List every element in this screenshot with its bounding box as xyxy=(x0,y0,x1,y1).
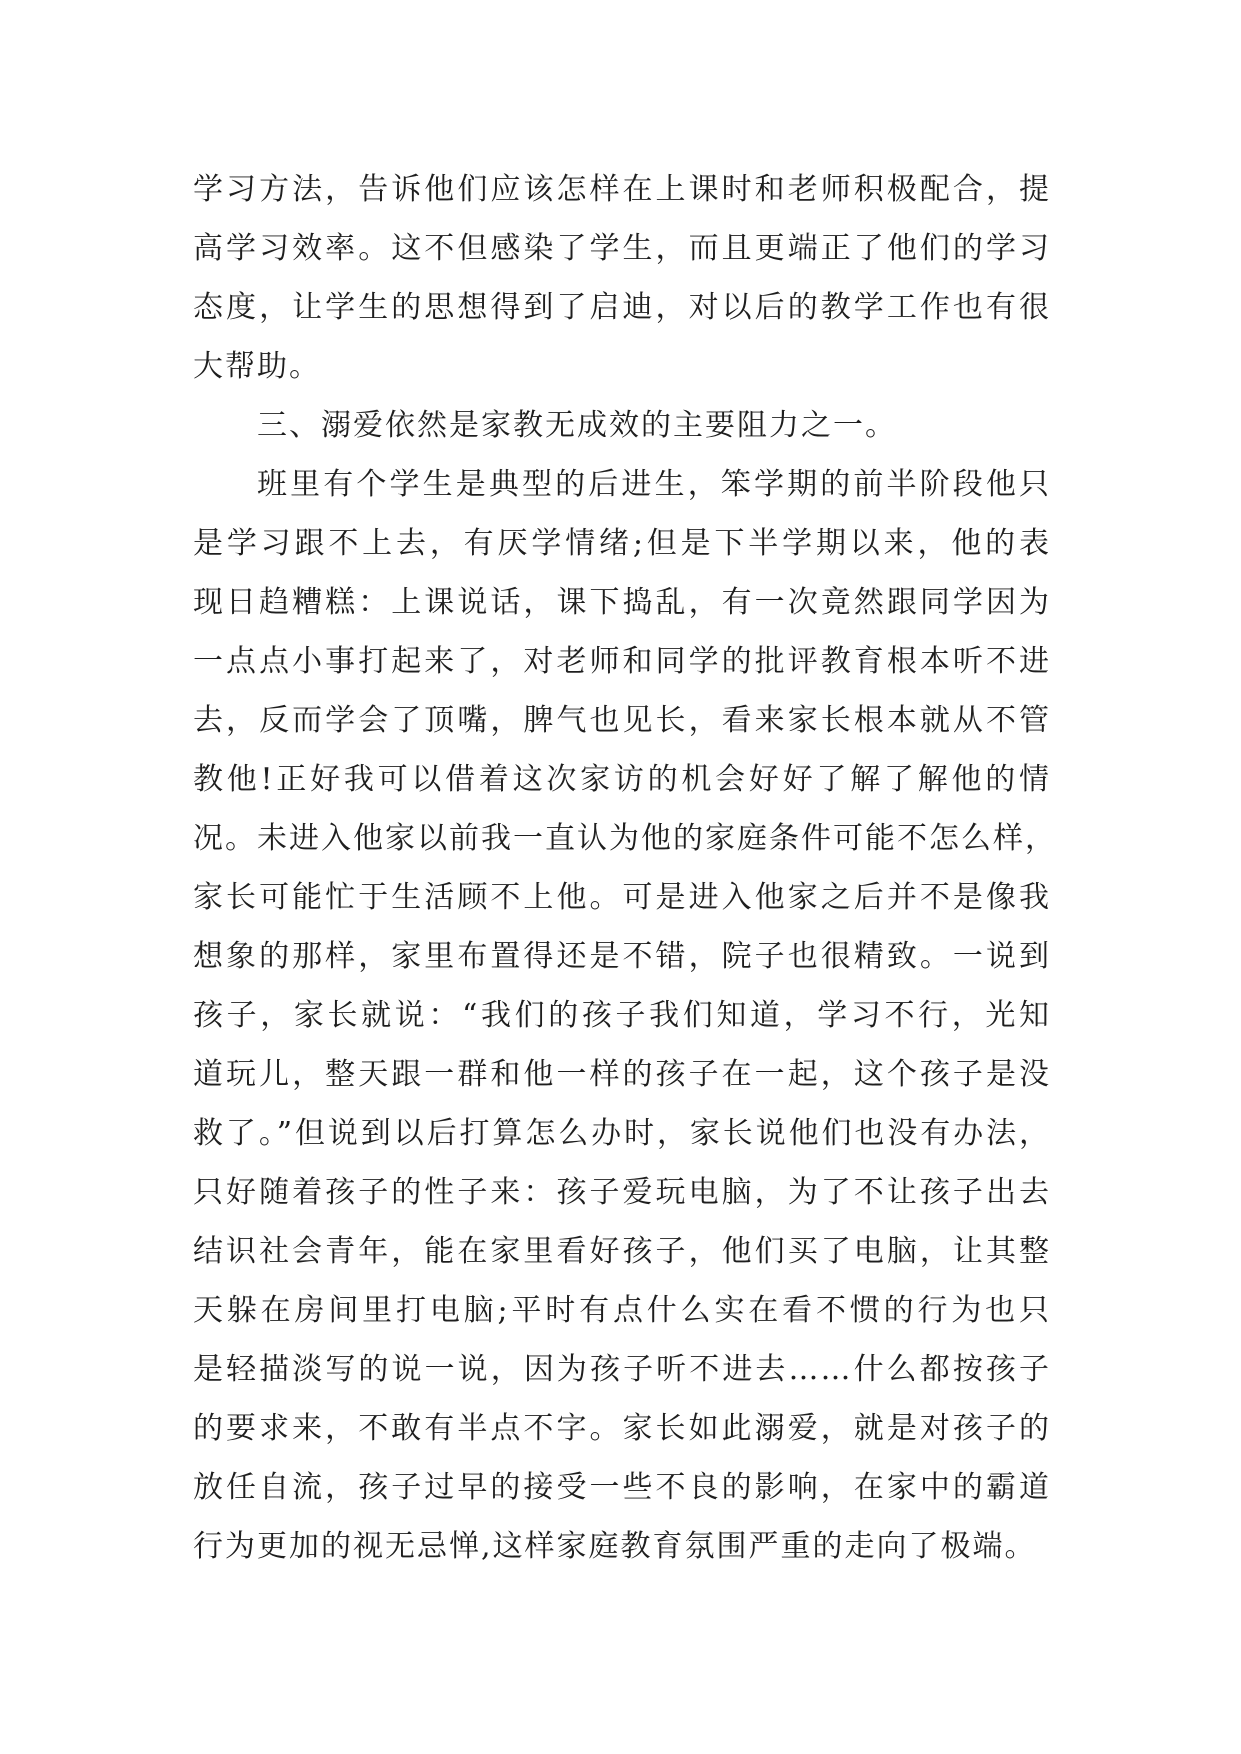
text-line: 高学习效率。这不但感染了学生，而且更端正了他们的学习 xyxy=(193,231,1051,266)
section-heading: 三、溺爱依然是家教无成效的主要阻力之一。 xyxy=(257,408,897,443)
text-line: 结识社会青年，能在家里看好孩子，他们买了电脑，让其整 xyxy=(193,1234,1051,1269)
text-line: 班里有个学生是典型的后进生，笨学期的前半阶段他只 xyxy=(257,467,1051,502)
text-line: 态度，让学生的思想得到了启迪，对以后的教学工作也有很 xyxy=(193,290,1051,325)
text-line: 是学习跟不上去，有厌学情绪;但是下半学期以来，他的表 xyxy=(193,526,1051,561)
text-line: 道玩儿，整天跟一群和他一样的孩子在一起，这个孩子是没 xyxy=(193,1057,1051,1092)
text-line: 家长可能忙于生活顾不上他。可是进入他家之后并不是像我 xyxy=(193,880,1051,915)
text-line: 孩子，家长就说：“我们的孩子我们知道，学习不行，光知 xyxy=(193,998,1051,1033)
text-line: 想象的那样，家里布置得还是不错，院子也很精致。一说到 xyxy=(193,939,1051,974)
text-line: 放任自流，孩子过早的接受一些不良的影响，在家中的霸道 xyxy=(193,1470,1051,1505)
text-line: 天躲在房间里打电脑;平时有点什么实在看不惯的行为也只 xyxy=(193,1293,1051,1328)
text-line: 行为更加的视无忌惮,这样家庭教育氛围严重的走向了极端。 xyxy=(193,1529,1037,1564)
text-line: 的要求来，不敢有半点不字。家长如此溺爱，就是对孩子的 xyxy=(193,1411,1051,1446)
body-text xyxy=(193,160,1057,1576)
text-line: 救了。”但说到以后打算怎么办时，家长说他们也没有办法， xyxy=(193,1116,1051,1151)
text-line: 教他!正好我可以借着这次家访的机会好好了解了解他的情 xyxy=(193,762,1051,797)
text-line: 去，反而学会了顶嘴，脾气也见长，看来家长根本就从不管 xyxy=(193,703,1051,738)
text-line: 现日趋糟糕：上课说话，课下捣乱，有一次竟然跟同学因为 xyxy=(193,585,1051,620)
text-line: 大帮助。 xyxy=(193,349,321,384)
text-line: 一点点小事打起来了，对老师和同学的批评教育根本听不进 xyxy=(193,644,1051,679)
text-line: 学习方法，告诉他们应该怎样在上课时和老师积极配合，提 xyxy=(193,172,1051,207)
text-line: 只好随着孩子的性子来：孩子爱玩电脑，为了不让孩子出去 xyxy=(193,1175,1051,1210)
text-line: 况。未进入他家以前我一直认为他的家庭条件可能不怎么样， xyxy=(193,821,1057,856)
text-line: 是轻描淡写的说一说，因为孩子听不进去……什么都按孩子 xyxy=(193,1352,1051,1387)
